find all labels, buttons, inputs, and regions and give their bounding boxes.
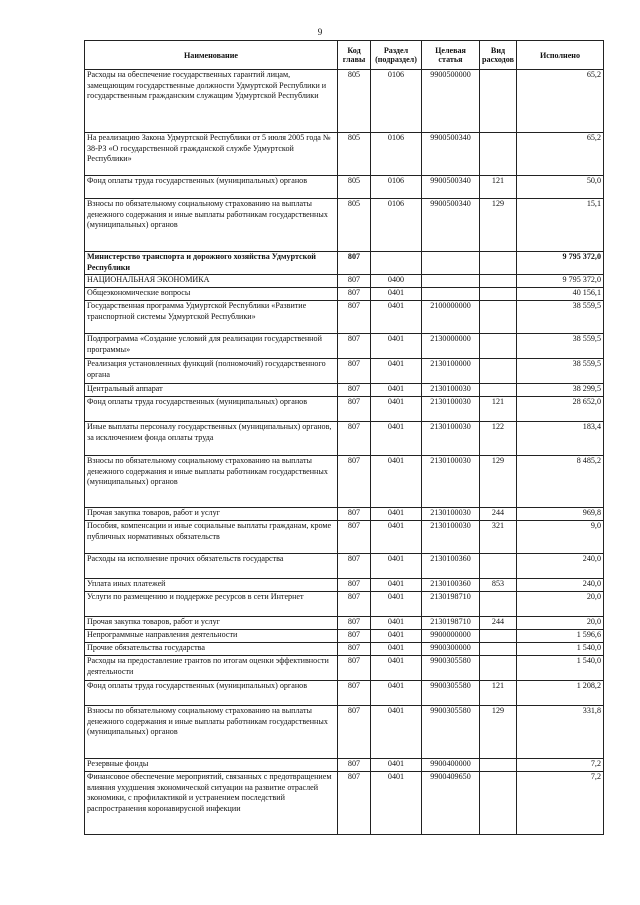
cell-article (422, 252, 480, 275)
cell-name: Центральный аппарат (85, 384, 338, 397)
table-row (85, 176, 604, 199)
cell-article: 9900305580 (422, 656, 480, 681)
table-row (85, 656, 604, 681)
cell-name: На реализацию Закона Удмуртской Республики от 5 июля 2005 года № 38-РЗ «О государственной гражданской службе Удмуртской Республики» (85, 133, 338, 176)
header-executed: Исполнено (517, 41, 604, 70)
cell-code: 807 (338, 579, 371, 592)
cell-article: 2130100030 (422, 521, 480, 554)
cell-expense: 129 (480, 456, 517, 508)
cell-expense: 121 (480, 397, 517, 422)
header-expense: Вид расходов (480, 41, 517, 70)
cell-executed: 7,2 (517, 772, 604, 835)
cell-article: 9900500340 (422, 133, 480, 176)
cell-article: 9900305580 (422, 706, 480, 759)
cell-expense: 129 (480, 199, 517, 252)
cell-article: 2130100000 (422, 359, 480, 384)
table-row (85, 456, 604, 508)
cell-code: 807 (338, 706, 371, 759)
cell-code: 807 (338, 252, 371, 275)
cell-executed: 65,2 (517, 133, 604, 176)
cell-article: 2130100030 (422, 384, 480, 397)
cell-executed: 40 156,1 (517, 288, 604, 301)
cell-article: 9900500340 (422, 176, 480, 199)
cell-code: 805 (338, 133, 371, 176)
cell-article: 9900000000 (422, 630, 480, 643)
cell-name: Резервные фонды (85, 759, 338, 772)
header-article: Целевая статья (422, 41, 480, 70)
cell-code: 807 (338, 508, 371, 521)
cell-article: 2130000000 (422, 334, 480, 359)
cell-name: Прочая закупка товаров, работ и услуг (85, 508, 338, 521)
cell-name: Реализация установленных функций (полномочий) государственного органа (85, 359, 338, 384)
table-row (85, 521, 604, 554)
header-code: Код главы (338, 41, 371, 70)
cell-name: Министерство транспорта и дорожного хозяйства Удмуртской Республики (85, 252, 338, 275)
cell-article: 2130100030 (422, 397, 480, 422)
table-row (85, 397, 604, 422)
cell-expense (480, 301, 517, 334)
cell-expense (480, 275, 517, 288)
cell-expense (480, 334, 517, 359)
cell-code: 807 (338, 643, 371, 656)
cell-section: 0400 (371, 275, 422, 288)
cell-code: 807 (338, 617, 371, 630)
table-row (85, 681, 604, 706)
header-name: Наименование (85, 41, 338, 70)
cell-code: 807 (338, 301, 371, 334)
cell-code: 807 (338, 422, 371, 456)
cell-article: 2130198710 (422, 617, 480, 630)
cell-article: 2130100030 (422, 456, 480, 508)
cell-section: 0401 (371, 579, 422, 592)
table-row (85, 275, 604, 288)
cell-name: НАЦИОНАЛЬНАЯ ЭКОНОМИКА (85, 275, 338, 288)
cell-section: 0401 (371, 656, 422, 681)
page-number: 9 (317, 27, 323, 37)
budget-execution-table (84, 40, 604, 835)
cell-code: 807 (338, 681, 371, 706)
cell-code: 807 (338, 275, 371, 288)
table-row (85, 384, 604, 397)
cell-expense (480, 759, 517, 772)
cell-executed: 240,0 (517, 579, 604, 592)
table-body (85, 70, 604, 835)
cell-section: 0401 (371, 384, 422, 397)
cell-name: Государственная программа Удмуртской Республики «Развитие транспортной системы Удмуртской Республики» (85, 301, 338, 334)
cell-section: 0401 (371, 288, 422, 301)
cell-code: 807 (338, 397, 371, 422)
cell-article (422, 275, 480, 288)
cell-article: 9900500340 (422, 199, 480, 252)
table-row (85, 508, 604, 521)
cell-section: 0106 (371, 70, 422, 133)
cell-executed: 7,2 (517, 759, 604, 772)
cell-expense (480, 656, 517, 681)
cell-expense: 122 (480, 422, 517, 456)
cell-code: 807 (338, 384, 371, 397)
table-row (85, 334, 604, 359)
cell-section: 0401 (371, 706, 422, 759)
table-row (85, 772, 604, 835)
cell-section: 0106 (371, 176, 422, 199)
cell-code: 807 (338, 359, 371, 384)
cell-section: 0106 (371, 133, 422, 176)
cell-name: Взносы по обязательному социальному страхованию на выплаты денежного содержания и иные выплаты работникам государственных (муниципальных) органов (85, 199, 338, 252)
cell-executed: 9 795 372,0 (517, 252, 604, 275)
cell-executed: 65,2 (517, 70, 604, 133)
cell-article: 9900400000 (422, 759, 480, 772)
cell-expense (480, 288, 517, 301)
cell-name: Взносы по обязательному социальному страхованию на выплаты денежного содержания и иные выплаты работникам государственных (муниципальных) органов (85, 706, 338, 759)
cell-article: 2130100360 (422, 579, 480, 592)
cell-expense (480, 359, 517, 384)
cell-executed: 38 299,5 (517, 384, 604, 397)
cell-section: 0401 (371, 508, 422, 521)
cell-code: 807 (338, 521, 371, 554)
header-section: Раздел (подраздел) (371, 41, 422, 70)
cell-code: 807 (338, 592, 371, 617)
cell-expense (480, 252, 517, 275)
table-row (85, 554, 604, 579)
cell-executed: 20,0 (517, 617, 604, 630)
cell-executed: 8 485,2 (517, 456, 604, 508)
cell-name: Фонд оплаты труда государственных (муниципальных) органов (85, 176, 338, 199)
cell-article (422, 288, 480, 301)
cell-expense (480, 554, 517, 579)
cell-executed: 20,0 (517, 592, 604, 617)
cell-name: Иные выплаты персоналу государственных (муниципальных) органов, за исключением фонда оплаты труда (85, 422, 338, 456)
table-row (85, 252, 604, 275)
cell-executed: 38 559,5 (517, 301, 604, 334)
table-header-row (85, 41, 604, 70)
cell-code: 807 (338, 772, 371, 835)
cell-expense: 244 (480, 508, 517, 521)
cell-executed: 183,4 (517, 422, 604, 456)
cell-section: 0401 (371, 643, 422, 656)
cell-name: Взносы по обязательному социальному страхованию на выплаты денежного содержания и иные выплаты работникам государственных (муниципальных) органов (85, 456, 338, 508)
cell-section: 0401 (371, 456, 422, 508)
table-row (85, 617, 604, 630)
table-row (85, 288, 604, 301)
cell-executed: 9,0 (517, 521, 604, 554)
cell-code: 807 (338, 630, 371, 643)
cell-article: 2100000000 (422, 301, 480, 334)
cell-article: 9900300000 (422, 643, 480, 656)
cell-executed: 1 540,0 (517, 656, 604, 681)
cell-section: 0401 (371, 681, 422, 706)
cell-article: 9900409650 (422, 772, 480, 835)
cell-expense: 853 (480, 579, 517, 592)
cell-section (371, 252, 422, 275)
cell-code: 807 (338, 656, 371, 681)
cell-code: 807 (338, 288, 371, 301)
cell-executed: 9 795 372,0 (517, 275, 604, 288)
table-row (85, 301, 604, 334)
cell-expense: 121 (480, 176, 517, 199)
table-row (85, 422, 604, 456)
cell-expense: 129 (480, 706, 517, 759)
cell-article: 2130100030 (422, 508, 480, 521)
cell-expense (480, 384, 517, 397)
cell-name: Прочая закупка товаров, работ и услуг (85, 617, 338, 630)
cell-section: 0401 (371, 617, 422, 630)
table-row (85, 643, 604, 656)
cell-section: 0106 (371, 199, 422, 252)
cell-executed: 28 652,0 (517, 397, 604, 422)
table-row (85, 759, 604, 772)
table-row (85, 630, 604, 643)
cell-name: Услуги по размещению и поддержке ресурсов в сети Интернет (85, 592, 338, 617)
cell-executed: 331,8 (517, 706, 604, 759)
cell-section: 0401 (371, 772, 422, 835)
table-row (85, 706, 604, 759)
cell-section: 0401 (371, 554, 422, 579)
table-row (85, 133, 604, 176)
cell-name: Расходы на обеспечение государственных гарантий лицам, замещающим государственные должности Удмуртской Республики и государственным гражданским служащим Удмуртской Республики (85, 70, 338, 133)
cell-name: Пособия, компенсации и иные социальные выплаты гражданам, кроме публичных нормативных обязательств (85, 521, 338, 554)
cell-code: 807 (338, 759, 371, 772)
cell-article: 2130100030 (422, 422, 480, 456)
cell-name: Расходы на исполнение прочих обязательств государства (85, 554, 338, 579)
cell-executed: 1 596,6 (517, 630, 604, 643)
cell-executed: 50,0 (517, 176, 604, 199)
cell-article: 9900305580 (422, 681, 480, 706)
table-row (85, 579, 604, 592)
cell-section: 0401 (371, 359, 422, 384)
cell-expense (480, 70, 517, 133)
cell-section: 0401 (371, 301, 422, 334)
cell-section: 0401 (371, 521, 422, 554)
table-row (85, 199, 604, 252)
cell-name: Фонд оплаты труда государственных (муниципальных) органов (85, 397, 338, 422)
cell-code: 807 (338, 554, 371, 579)
cell-executed: 15,1 (517, 199, 604, 252)
cell-expense (480, 630, 517, 643)
cell-section: 0401 (371, 759, 422, 772)
cell-name: Подпрограмма «Создание условий для реализации государственной программы» (85, 334, 338, 359)
cell-name: Общеэкономические вопросы (85, 288, 338, 301)
table-row (85, 70, 604, 133)
cell-executed: 1 208,2 (517, 681, 604, 706)
cell-expense (480, 592, 517, 617)
cell-expense (480, 133, 517, 176)
cell-code: 805 (338, 176, 371, 199)
cell-section: 0401 (371, 592, 422, 617)
cell-section: 0401 (371, 397, 422, 422)
cell-name: Непрограммные направления деятельности (85, 630, 338, 643)
cell-executed: 1 540,0 (517, 643, 604, 656)
cell-expense (480, 643, 517, 656)
cell-article: 9900500000 (422, 70, 480, 133)
cell-expense: 121 (480, 681, 517, 706)
table-row (85, 592, 604, 617)
cell-article: 2130198710 (422, 592, 480, 617)
cell-expense: 244 (480, 617, 517, 630)
cell-name: Финансовое обеспечение мероприятий, связанных с предотвращением влияния ухудшения экономической ситуации на развитие отраслей экономики, с профилактикой и устранением последствий распространения коронавирусной инфекции (85, 772, 338, 835)
cell-section: 0401 (371, 630, 422, 643)
cell-name: Уплата иных платежей (85, 579, 338, 592)
cell-expense (480, 772, 517, 835)
cell-executed: 38 559,5 (517, 334, 604, 359)
table-row (85, 359, 604, 384)
cell-executed: 969,8 (517, 508, 604, 521)
cell-executed: 38 559,5 (517, 359, 604, 384)
cell-code: 807 (338, 456, 371, 508)
cell-expense: 321 (480, 521, 517, 554)
cell-executed: 240,0 (517, 554, 604, 579)
cell-section: 0401 (371, 422, 422, 456)
cell-code: 807 (338, 334, 371, 359)
cell-name: Прочие обязательства государства (85, 643, 338, 656)
cell-section: 0401 (371, 334, 422, 359)
cell-name: Фонд оплаты труда государственных (муниципальных) органов (85, 681, 338, 706)
cell-code: 805 (338, 199, 371, 252)
cell-code: 805 (338, 70, 371, 133)
cell-article: 2130100360 (422, 554, 480, 579)
cell-name: Расходы на предоставление грантов по итогам оценки эффективности деятельности (85, 656, 338, 681)
